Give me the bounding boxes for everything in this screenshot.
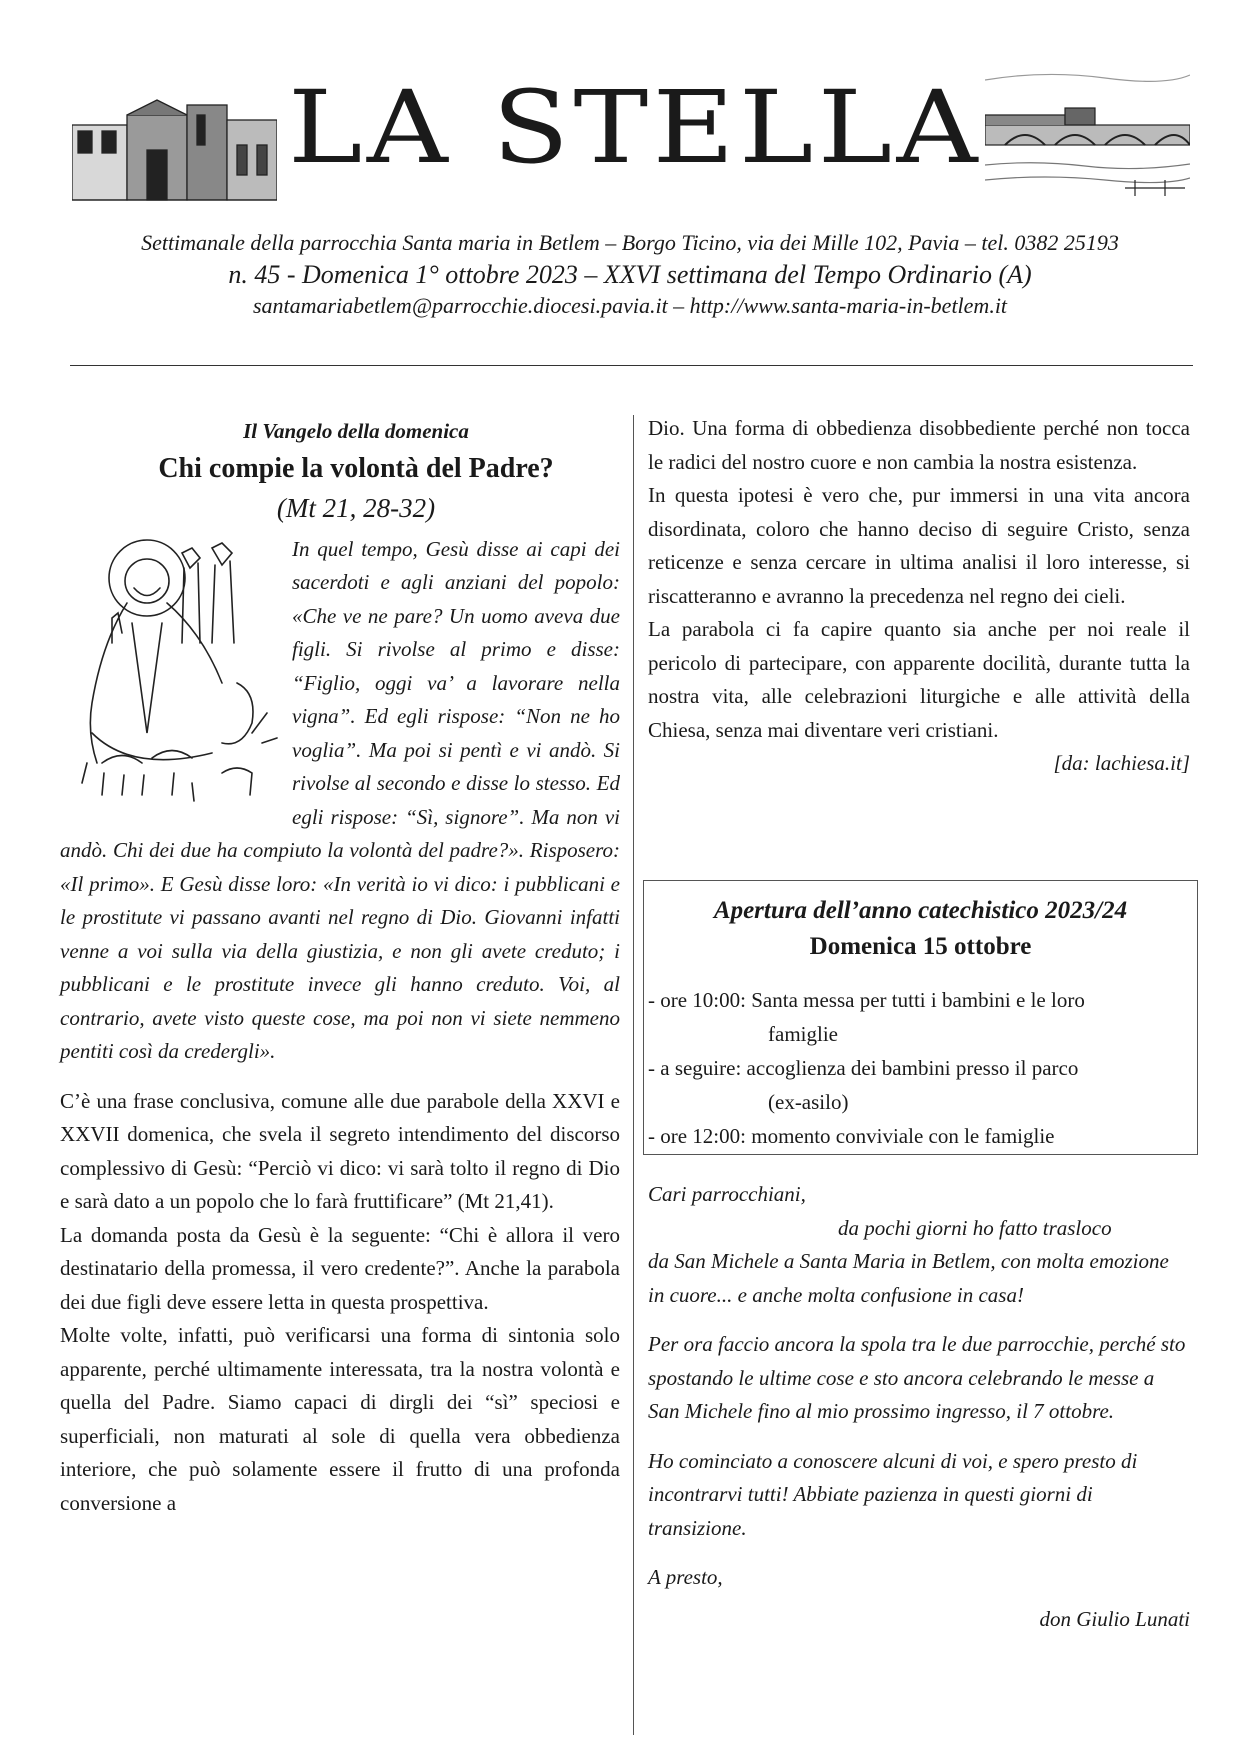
letter-closing: A presto, (648, 1565, 723, 1589)
left-column (60, 415, 620, 1520)
column-divider (633, 415, 634, 1735)
commentary-continued (648, 412, 1190, 781)
schedule-item: - a seguire: accoglienza dei bambini presso il parco (ex-asilo) (648, 1056, 1079, 1114)
contact-line: santamariabetlem@parrocchie.diocesi.pavia.it – http://www.santa-maria-in-betlem.it (252, 293, 1008, 318)
letter-paragraph: Ho cominciato a conoscere alcuni di voi, e spero presto di incontrarvi tutti! Abbiate pazienza in questi giorni di transizione. (648, 1448, 1138, 1540)
gospel-title: Chi compie la volontà del Padre? (158, 452, 554, 484)
source-citation: [da: lachiesa.it] (1053, 751, 1190, 775)
commentary-paragraph: La parabola ci fa capire quanto sia anche per noi reale il pericolo di partecipare, con apparente docilità, durante tutta la nostra vita, alle celebrazioni liturgiche e alle attività della Chiesa, senza mai diventare veri cristiani. (648, 617, 1190, 742)
letter-paragraph: Per ora faccio ancora la spola tra le due parrocchie, perché sto spostando le ultime cose e sto ancora celebrando le messe a San Michele fino al mio prossimo ingresso, il 7 ottobre. (648, 1332, 1186, 1423)
letter-signature: don Giulio Lunati (1039, 1606, 1190, 1631)
header-divider (70, 365, 1193, 366)
church-illustration (72, 95, 277, 207)
gospel-kicker: Il Vangelo della domenica (243, 419, 469, 443)
gospel-section (60, 533, 620, 1069)
gospel-reference: (Mt 21, 28-32) (276, 492, 436, 523)
source-line (648, 747, 1190, 781)
letter-paragraph: da San Michele a Santa Maria in Betlem, con molta emozione in cuore... e anche molta confusione in casa! (648, 1249, 1169, 1307)
jesus-illustration (72, 533, 282, 803)
gospel-text: In quel tempo, Gesù disse ai capi dei sacerdoti e agli anziani del popolo: «Che ve ne pare? Un uomo aveva due figli. Si rivolse al primo e disse: “Figlio, oggi va’ a lavorare nella vigna”. Ed egli rispose: “Non ne ho voglia”. Ma poi si pentì e vi andò. Si rivolse al secondo e disse lo stesso. Ed egli rispose: “Sì, signore”. Ma non vi andò. Chi dei due ha compiuto la volontà del padre?». Risposero: «Il primo». E Gesù disse loro: «In verità io vi dico: i pubblicani e le prostitute vi passano avanti nel regno di Dio. Giovanni infatti venne a voi sulla via della giustizia, e non gli avete creduto; i pubblicani e le prostitute invece gli hanno creduto. Voi, al contrario, avete visto queste cose, ma poi non vi siete nemmeno pentiti così da credergli». (60, 536, 620, 1063)
commentary-section (60, 1085, 620, 1521)
catechism-box (643, 880, 1198, 1155)
masthead-title: LA STELLA (287, 69, 983, 186)
schedule-item: - ore 10:00: Santa messa per tutti i bambini e le loro famiglie (648, 988, 1085, 1046)
letter-paragraph: da pochi giorni ho fatto trasloco (838, 1215, 1112, 1240)
header-subtitle: Settimanale della parrocchia Santa maria in Betlem – Borgo Ticino, via dei Mille 102, Pavia – tel. 0382 25193 (141, 230, 1119, 255)
schedule-item: - ore 12:00: momento conviviale con le famiglie (648, 1124, 1055, 1148)
commentary-paragraph: C’è una frase conclusiva, comune alle due parabole della XXVI e XXVII domenica, che svela il segreto intendimento del discorso complessivo di Gesù: “Perciò vi dico: vi sarà tolto il regno di Dio e sarà dato a un popolo che lo farà fruttificare” (Mt 21,41). (60, 1088, 620, 1213)
catechism-title: Apertura dell’anno catechistico 2023/24 (713, 897, 1128, 924)
catechism-date: Domenica 15 ottobre (809, 933, 1032, 960)
bridge-illustration (985, 70, 1190, 210)
commentary-paragraph: In questa ipotesi è vero che, pur immersi in una vita ancora disordinata, coloro che hanno deciso di seguire Cristo, senza reticenze e senza cercare in ultima analisi il loro interesse, si riscatteranno e avranno la precedenza nel regno dei cieli. (648, 483, 1190, 608)
pastor-letter (648, 1178, 1190, 1636)
issue-line: n. 45 - Domenica 1° ottobre 2023 – XXVI settimana del Tempo Ordinario (A) (228, 260, 1032, 289)
commentary-paragraph: Molte volte, infatti, può verificarsi una forma di sintonia solo apparente, perché ultimamente interessata, tra la nostra volontà e quella del Padre. Siamo capaci di dirgli dei “sì” speciosi e superficiali, non maturati al sole di quella vera obbedienza interiore, che può solamente essere il frutto di una profonda conversione a (60, 1323, 620, 1515)
commentary-paragraph: Dio. Una forma di obbedienza disobbediente perché non tocca le radici del nostro cuore e non cambia la nostra esistenza. (648, 416, 1190, 474)
commentary-paragraph: La domanda posta da Gesù è la seguente: “Chi è allora il vero destinatario della promessa, il vero credente?”. Anche la parabola dei due figli deve essere letta in questa prospettiva. (60, 1222, 620, 1314)
letter-greeting: Cari parrocchiani, (648, 1182, 806, 1206)
